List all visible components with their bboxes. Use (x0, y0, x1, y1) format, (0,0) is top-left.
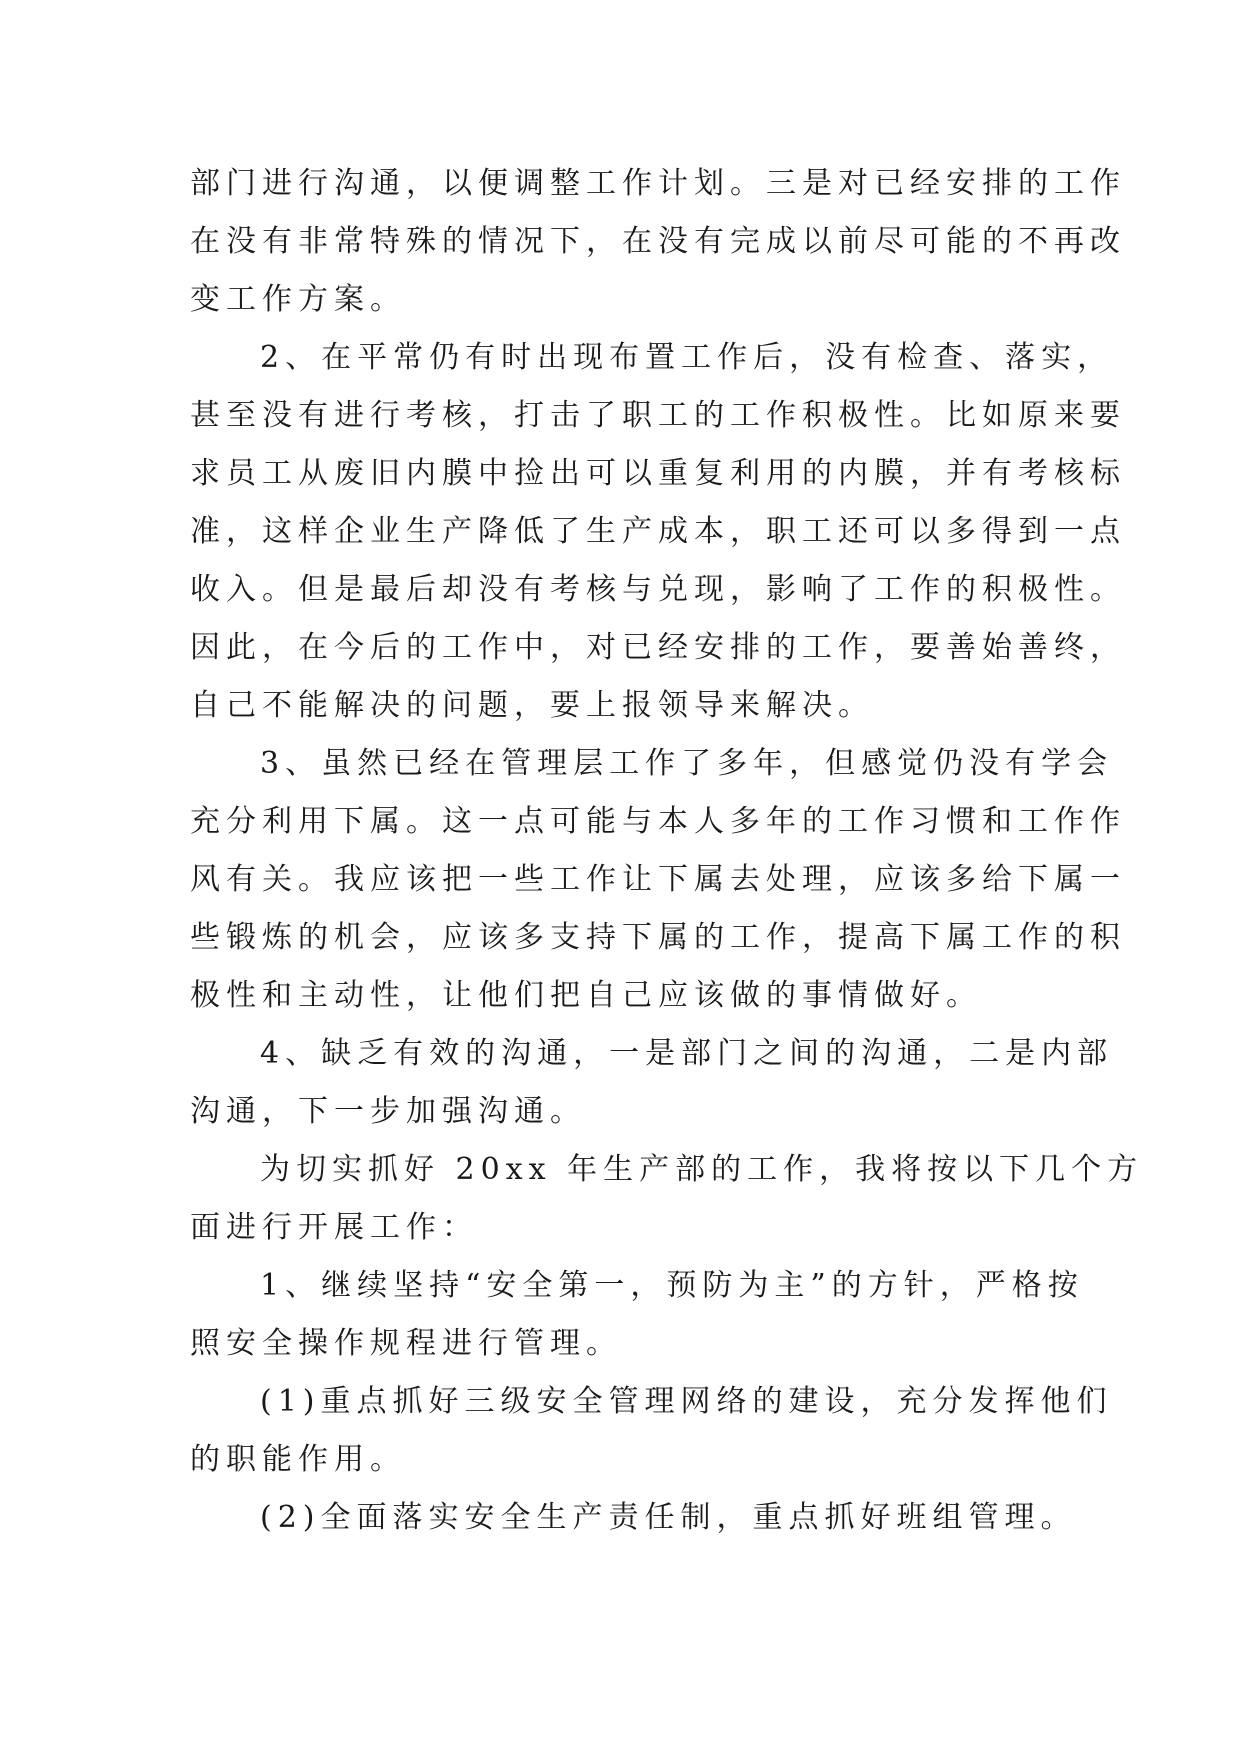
text-line: 照安全操作规程进行管理。 (190, 1326, 622, 1361)
text-line: 在没有非常特殊的情况下，在没有完成以前尽可能的不再改 (190, 224, 1126, 259)
paragraph-start-line: 3、虽然已经在管理层工作了多年，但感觉仍没有学会 (260, 746, 1114, 781)
paragraph-start-line: 1、继续坚持“安全第一，预防为主”的方针，严格按 (260, 1268, 1084, 1303)
paragraph-start-line: 为切实抓好 20xx 年生产部的工作，我将按以下几个方 (260, 1152, 1144, 1187)
text-line: 风有关。我应该把一些工作让下属去处理，应该多给下属一 (190, 862, 1126, 897)
text-line: 求员工从废旧内膜中捡出可以重复利用的内膜，并有考核标 (190, 456, 1126, 491)
document-body (190, 155, 1144, 1547)
text-line: 甚至没有进行考核，打击了职工的工作积极性。比如原来要 (190, 398, 1126, 433)
text-line: 准，这样企业生产降低了生产成本，职工还可以多得到一点 (190, 514, 1126, 549)
text-line: 些锻炼的机会，应该多支持下属的工作，提高下属工作的积 (190, 920, 1126, 955)
text-line: 沟通，下一步加强沟通。 (190, 1094, 586, 1129)
paragraph-start-line: 4、缺乏有效的沟通，一是部门之间的沟通，二是内部 (260, 1036, 1114, 1071)
paragraph-start-line: (1)重点抓好三级安全管理网络的建设，充分发挥他们 (260, 1384, 1113, 1419)
text-line: 极性和主动性，让他们把自己应该做的事情做好。 (190, 978, 982, 1013)
text-line: 因此，在今后的工作中，对已经安排的工作，要善始善终， (190, 630, 1126, 665)
text-line: 自己不能解决的问题，要上报领导来解决。 (190, 688, 874, 723)
paragraph-start-line: (2)全面落实安全生产责任制，重点抓好班组管理。 (260, 1500, 1077, 1535)
text-line: 充分利用下属。这一点可能与本人多年的工作习惯和工作作 (190, 804, 1126, 839)
text-line: 的职能作用。 (190, 1442, 406, 1477)
text-line: 面进行开展工作： (190, 1210, 478, 1245)
text-line: 变工作方案。 (190, 282, 406, 317)
text-line: 收入。但是最后却没有考核与兑现，影响了工作的积极性。 (190, 572, 1126, 607)
text-line: 部门进行沟通，以便调整工作计划。三是对已经安排的工作 (190, 166, 1126, 201)
paragraph-start-line: 2、在平常仍有时出现布置工作后，没有检查、落实， (260, 340, 1114, 375)
